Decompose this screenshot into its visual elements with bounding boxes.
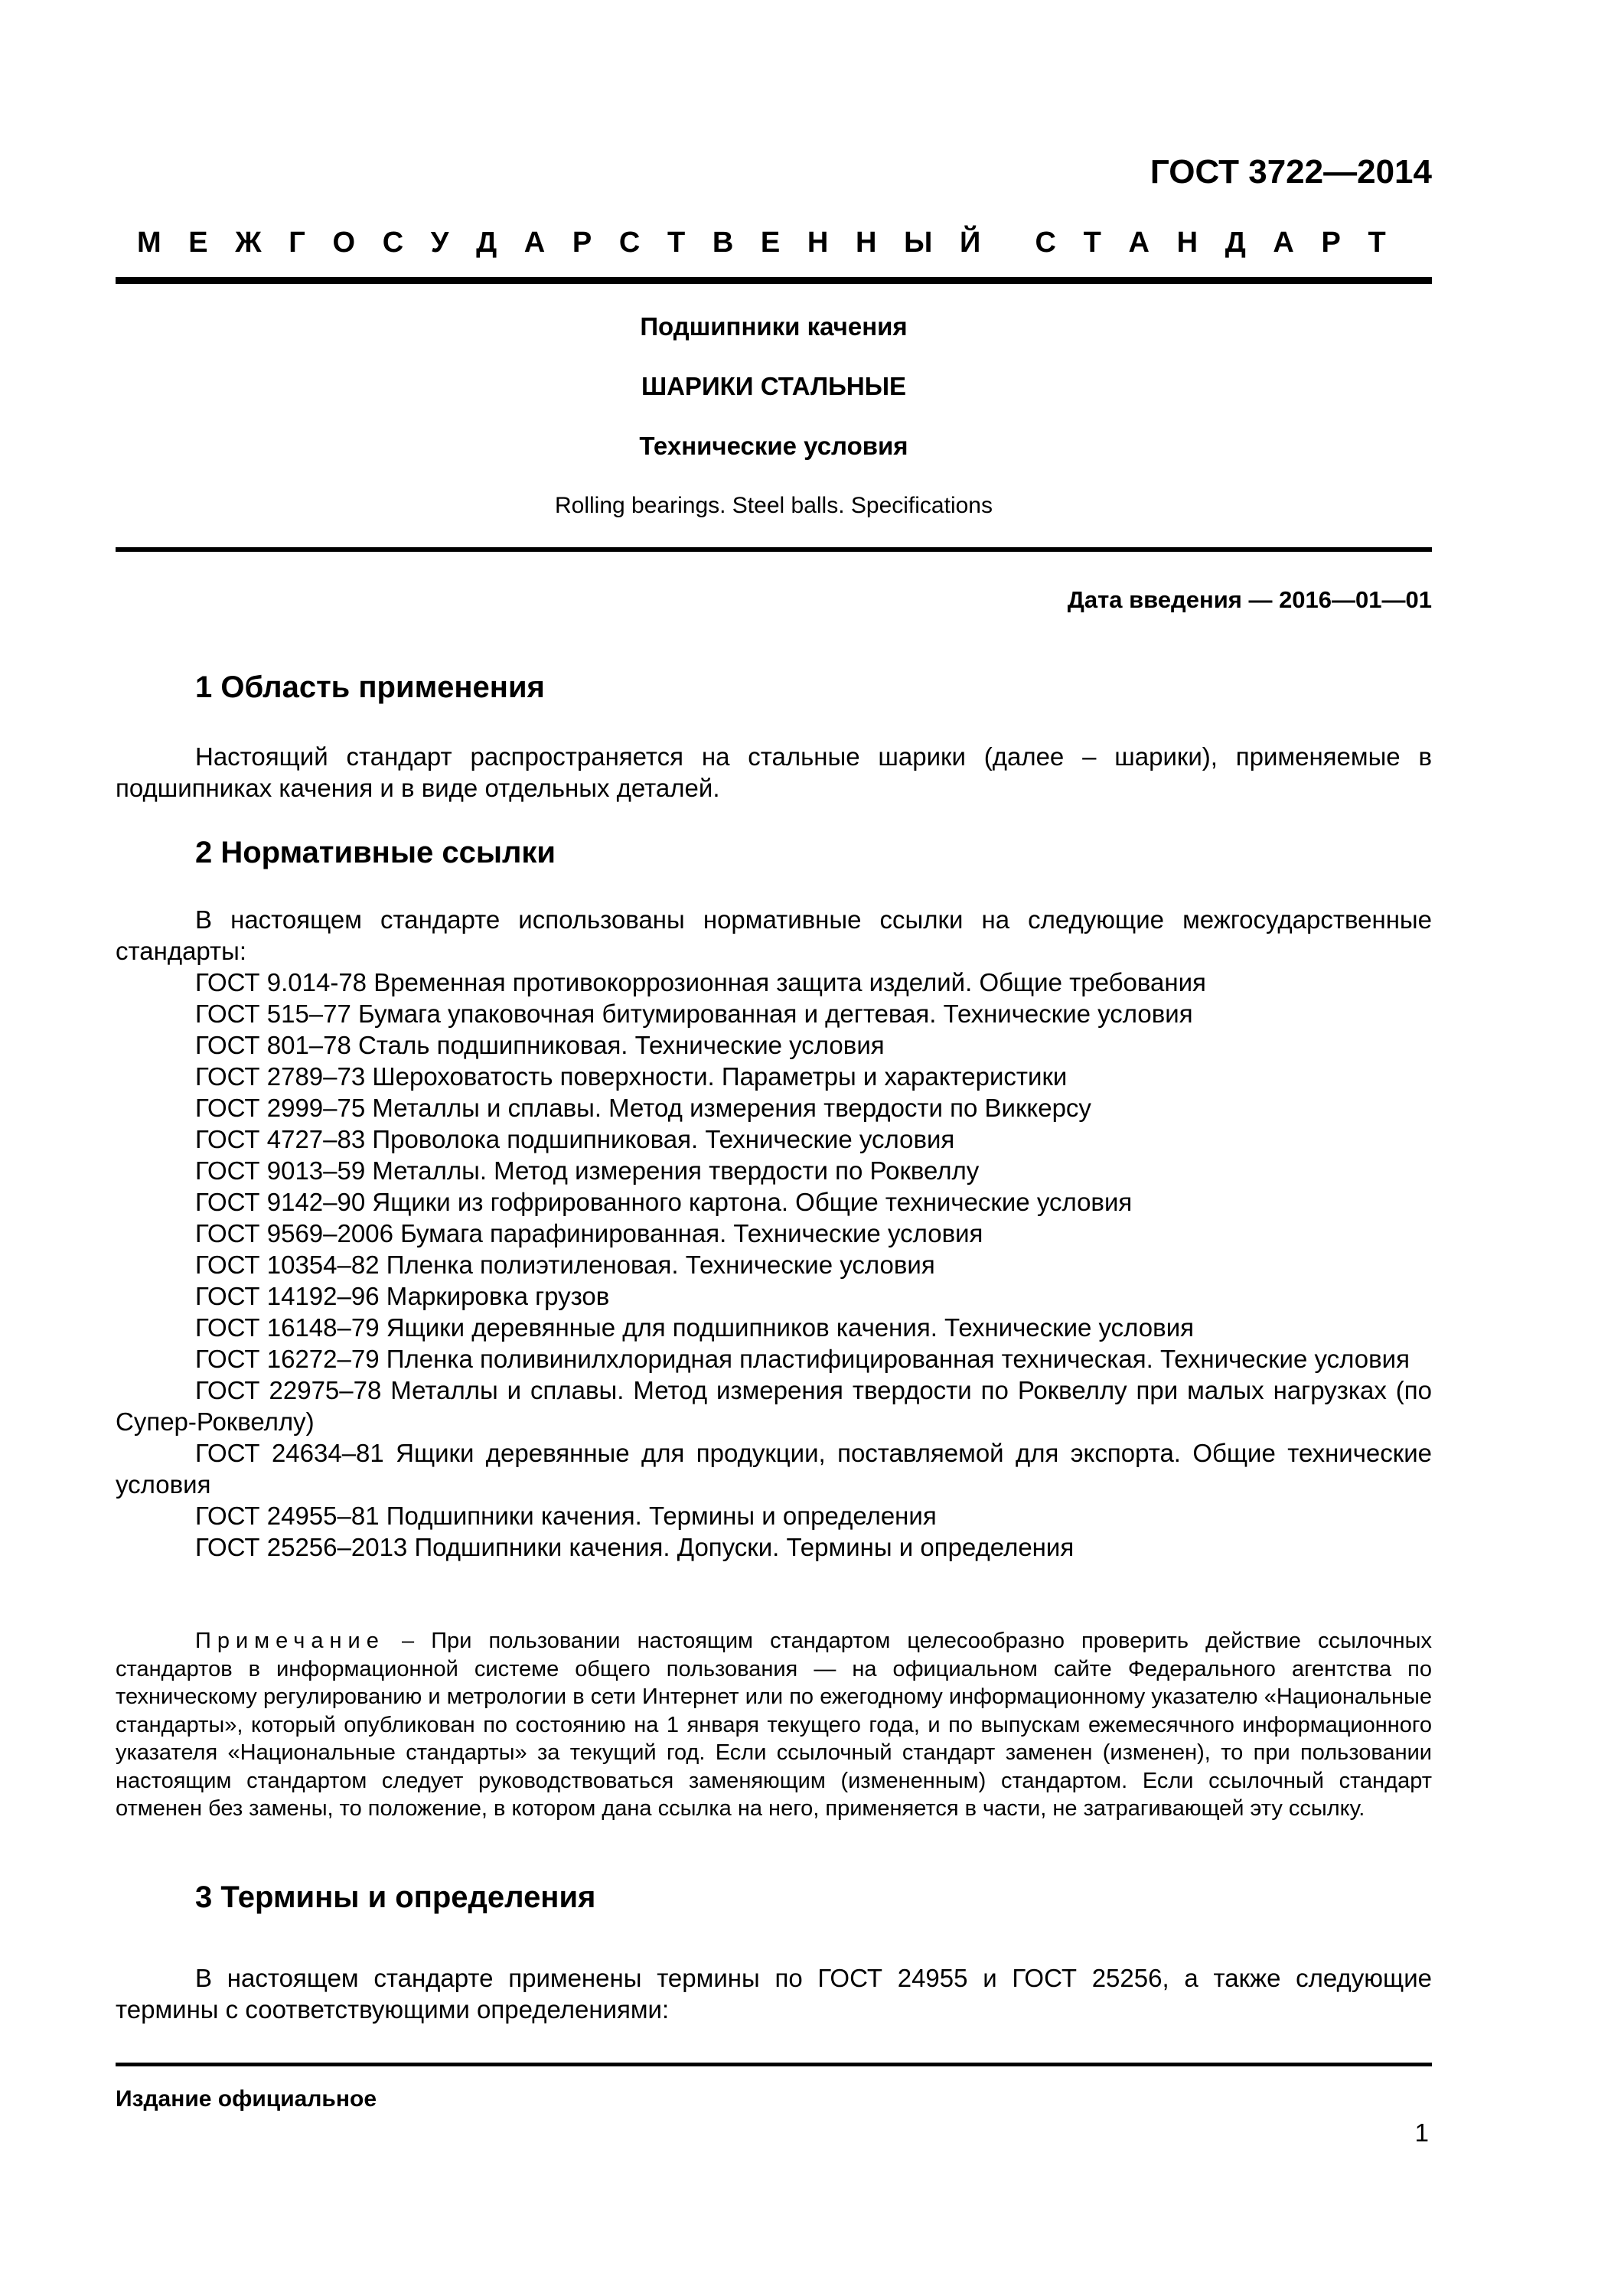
reference-item: ГОСТ 14192–96 Маркировка грузов (195, 1282, 610, 1310)
banner-letter: Д (1225, 227, 1246, 259)
page-number: 1 (1414, 2118, 1429, 2147)
title-group: Подшипники качения (640, 312, 908, 341)
title-english: Rolling bearings. Steel balls. Specifications (555, 493, 993, 518)
header-divider (116, 277, 1432, 284)
reference-item: ГОСТ 801–78 Сталь подшипниковая. Технические условия (195, 1031, 885, 1059)
banner-letter: Т (1368, 227, 1386, 259)
reference-item: ГОСТ 24955–81 Подшипники качения. Термины и определения (195, 1502, 937, 1530)
banner-letter: А (1128, 227, 1150, 259)
banner-letter: Р (572, 227, 592, 259)
references-note (116, 1627, 1432, 1823)
normative-refs-intro: В настоящем стандарте использованы нормативные ссылки на следующие межгосударственные стандарты: (116, 905, 1432, 965)
reference-item: ГОСТ 515–77 Бумага упаковочная битумированная и дегтевая. Технические условия (195, 1000, 1193, 1028)
title-divider (116, 547, 1432, 552)
banner-letter: С (382, 227, 404, 259)
reference-item: ГОСТ 9.014-78 Временная противокоррозионная защита изделий. Общие требования (195, 968, 1206, 996)
title-name: ШАРИКИ СТАЛЬНЫЕ (641, 372, 907, 400)
banner-letter: У (430, 227, 449, 259)
interstate-standard-banner (137, 227, 1386, 259)
reference-item: ГОСТ 25256–2013 Подшипники качения. Допуски. Термины и определения (195, 1533, 1075, 1561)
reference-item: ГОСТ 9569–2006 Бумага парафинированная. Технические условия (195, 1219, 983, 1247)
banner-letter: А (523, 227, 546, 259)
terms-paragraph: В настоящем стандарте применены термины по ГОСТ 24955 и ГОСТ 25256, а также следующие термины с соответствующими определениями: (116, 1964, 1432, 2024)
note-label: Примечание (195, 1629, 385, 1653)
banner-letter: Н (856, 227, 877, 259)
official-edition-label: Издание официальное (116, 2086, 377, 2112)
banner-letter: Ы (904, 227, 933, 259)
banner-letter: Е (760, 227, 781, 259)
reference-item: ГОСТ 16272–79 Пленка поливинилхлоридная пластифицированная техническая. Технические условия (195, 1345, 1410, 1373)
reference-item: ГОСТ 2789–73 Шероховатость поверхности. Параметры и характеристики (195, 1062, 1068, 1091)
note-text: – При пользовании настоящим стандартом целесообразно проверить действие ссылочных стандартов в информационной системе общего пользования — на официальном сайте Федерального агентства по техническому регулированию и метрологии в сети Интернет или по ежегодному информационному указателю «Национальные стандарты», который опубликован по состоянию на 1 января текущего года, и по выпускам ежемесячного информационного указателя «Национальные стандарты» за текущий год. Если ссылочный стандарт заменен (изменен), то при пользовании настоящим стандартом следует руководствоваться заменяющим (измененным) стандартом. Если ссылочный стандарт отменен без замены, то положение, в котором дана ссылка на него, применяется в части, не затрагивающей эту ссылку. (116, 1629, 1432, 1821)
reference-item: ГОСТ 9013–59 Металлы. Метод измерения твердости по Роквеллу (195, 1156, 980, 1185)
section-heading-scope: 1 Область применения (195, 670, 545, 704)
reference-item: ГОСТ 4727–83 Проволока подшипниковая. Технические условия (195, 1125, 955, 1153)
banner-letter: С (618, 227, 641, 259)
title-subtitle: Технические условия (639, 432, 908, 460)
reference-item: ГОСТ 2999–75 Металлы и сплавы. Метод измерения твердости по Виккерсу (195, 1094, 1091, 1122)
banner-letter: С (1035, 227, 1056, 259)
banner-letter: Й (959, 227, 981, 259)
banner-letter: Н (1176, 227, 1198, 259)
section-heading-terms: 3 Термины и определения (195, 1880, 596, 1914)
banner-letter: В (712, 227, 734, 259)
banner-letter: О (332, 227, 356, 259)
footer-divider (116, 2063, 1432, 2066)
reference-item: ГОСТ 22975–78 Металлы и сплавы. Метод измерения твердости по Роквеллу при малых нагрузках (по Супер-Роквеллу) (116, 1376, 1432, 1436)
banner-letter: Т (1083, 227, 1101, 259)
banner-letter: М (137, 227, 161, 259)
banner-letter: Е (188, 227, 208, 259)
normative-refs-list (116, 967, 1432, 1563)
reference-item: ГОСТ 9142–90 Ящики из гофрированного картона. Общие технические условия (195, 1188, 1133, 1216)
banner-letter: А (1273, 227, 1294, 259)
banner-letter: Д (476, 227, 497, 259)
reference-item: ГОСТ 16148–79 Ящики деревянные для подшипников качения. Технические условия (195, 1313, 1194, 1342)
reference-item: ГОСТ 10354–82 Пленка полиэтиленовая. Технические условия (195, 1251, 935, 1279)
standard-number: ГОСТ 3722—2014 (1150, 153, 1432, 191)
scope-paragraph: Настоящий стандарт распространяется на стальные шарики (далее – шарики), применяемые в подшипниках качения и в виде отдельных деталей. (116, 742, 1432, 802)
reference-item: ГОСТ 24634–81 Ящики деревянные для продукции, поставляемой для экспорта. Общие технические условия (116, 1439, 1432, 1499)
introduction-date: Дата введения — 2016—01—01 (1067, 586, 1432, 613)
banner-letter: Г (289, 227, 305, 259)
banner-letter: Н (807, 227, 829, 259)
banner-letter: Р (1321, 227, 1341, 259)
section-heading-normative-refs: 2 Нормативные ссылки (195, 836, 556, 869)
banner-letter: Ж (235, 227, 262, 259)
banner-letter: Т (667, 227, 686, 259)
